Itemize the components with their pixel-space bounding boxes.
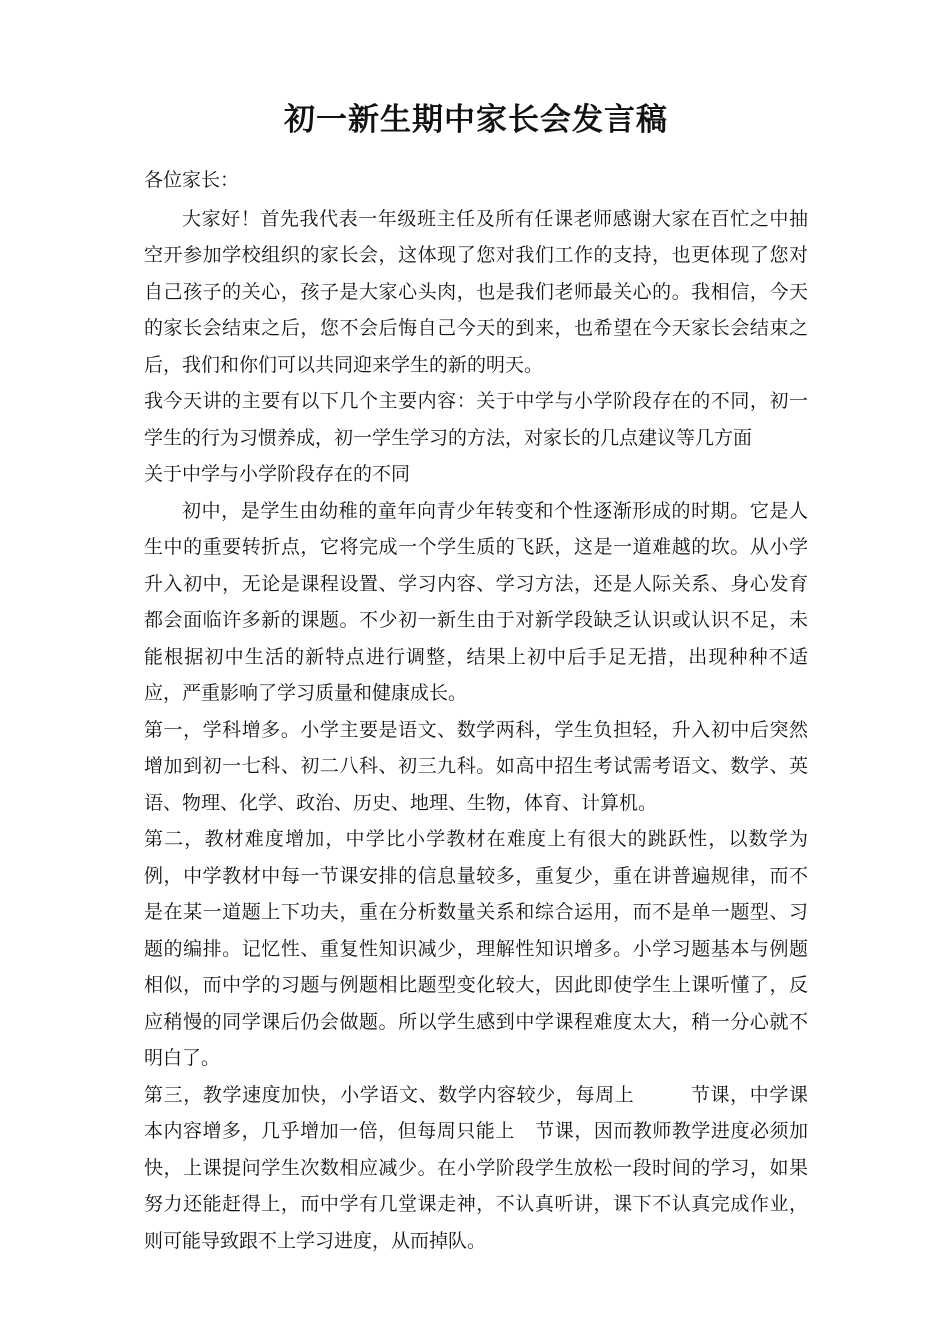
point-three-part-c: 节课，因而教师教学进度必须加快，上课提问学生次数相应减少。在小学阶段学生放松一段时间的学习，如果努力还能赶得上，而中学有几堂课走神，不认真听讲，课下不认真完成作业，则可能导致跟不上学习进度，从而掉队。 xyxy=(144,1120,808,1252)
paragraph-greeting: 大家好！首先我代表一年级班主任及所有任课老师感谢大家在百忙之中抽空开参加学校组织的家长会，这体现了您对我们工作的支持，也更体现了您对自己孩子的关心，孩子是大家心头肉，也是我们老师最关心的。我相信，今天的家长会结束之后，您不会后悔自己今天的到来，也希望在今天家长会结束之后，我们和你们可以共同迎来学生的新的明天。 xyxy=(144,207,808,376)
paragraph-point-one: 第一，学科增多。小学主要是语文、数学两科，学生负担轻，升入初中后突然增加到初一七科、初二八科、初三九科。如高中招生考试需考语文、数学、英语、物理、化学、政治、历史、地理、生物，体育、计算机。 xyxy=(144,718,808,814)
paragraph-point-two: 第二，教材难度增加，中学比小学教材在难度上有很大的跳跃性，以数学为例，中学教材中每一节课安排的信息量较多，重复少，重在讲普遍规律，而不是在某一道题上下功夫，重在分析数量关系和综合运用，而不是单一题型、习题的编排。记忆性、重复性知识减少，理解性知识增多。小学习题基本与例题相似，而中学的习题与例题相比题型变化较大，因此即使学生上课听懂了，反应稍慢的同学课后仍会做题。所以学生感到中学课程难度太大，稍一分心就不明白了。 xyxy=(144,828,808,1069)
salutation: 各位家长： xyxy=(144,169,240,191)
point-three-part-b: 节课，中学课本内容增多，几乎增加一倍，但每周只能上 xyxy=(144,1083,808,1142)
paragraph-point-three xyxy=(144,1077,808,1260)
paragraph-transition: 初中，是学生由幼稚的童年向青少年转变和个性逐渐形成的时期。它是人生中的重要转折点，它将完成一个学生质的飞跃，这是一道难越的坎。从小学升入初中，无论是课程设置、学习内容、学习方法，还是人际关系、身心发育都会面临许多新的课题。不少初一新生由于对新学段缺乏认识或认识不足，未能根据初中生活的新特点进行调整，结果上初中后手足无措，出现种种不适应，严重影响了学习质量和健康成长。 xyxy=(144,499,808,704)
document-title: 初一新生期中家长会发言稿 xyxy=(284,102,668,138)
paragraph-outline: 我今天讲的主要有以下几个主要内容：关于中学与小学阶段存在的不同，初一学生的行为习惯养成，初一学生学习的方法，对家长的几点建议等几方面 xyxy=(144,390,808,449)
document-body xyxy=(144,162,808,1259)
point-three-part-a: 第三，教学速度加快，小学语文、数学内容较少，每周上 xyxy=(144,1083,635,1106)
section-heading: 关于中学与小学阶段存在的不同 xyxy=(144,463,411,485)
